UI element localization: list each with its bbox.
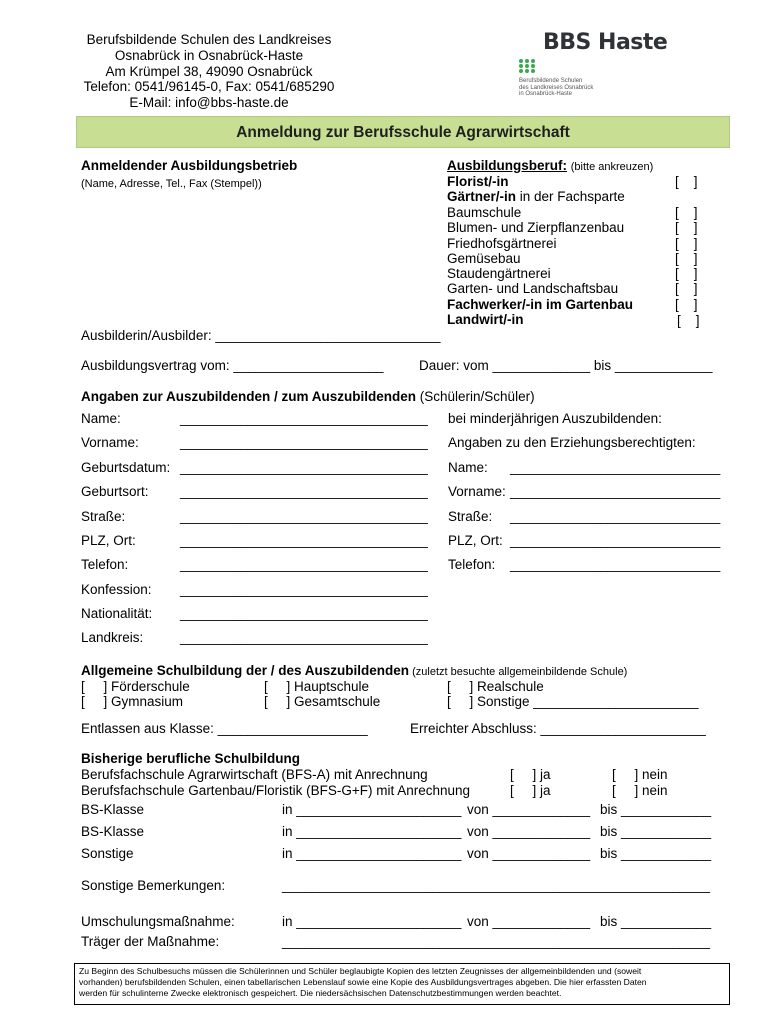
student-label: Geburtsort: xyxy=(81,484,149,499)
checkbox-landwirt[interactable]: [ ] xyxy=(677,313,700,328)
student-heading: Angaben zur Auszubildenden / zum Auszubildenden xyxy=(81,389,417,404)
checkbox-fachwerker[interactable]: [ ] xyxy=(675,297,698,312)
profession-heading-row xyxy=(447,158,653,175)
guardian-input-line[interactable]: ____________________________ xyxy=(510,484,721,499)
checkbox-sparte[interactable]: [ ] xyxy=(675,220,698,235)
logo-subtitle xyxy=(519,78,593,98)
student-label: Geburtsdatum: xyxy=(81,460,171,475)
schooling-option[interactable]: [ ] Gymnasium xyxy=(81,694,184,709)
guardian-intro: bei minderjährigen Auszubildenden: xyxy=(448,411,662,426)
checkbox-sparte[interactable]: [ ] xyxy=(675,205,698,220)
logo-wordmark: BBS Haste xyxy=(543,30,668,55)
guardian-label: Straße: xyxy=(448,509,493,524)
vocational-von-field[interactable]: von _____________ xyxy=(467,824,591,839)
left-class-field[interactable]: Entlassen aus Klasse: ____________________ xyxy=(81,721,368,736)
student-input-line[interactable]: _________________________________ xyxy=(180,484,428,499)
retraining-bis-field[interactable]: bis ____________ xyxy=(600,914,712,929)
bfs-a-nein-checkbox[interactable]: [ ] nein xyxy=(612,767,668,782)
guardian-input-line[interactable]: ____________________________ xyxy=(510,557,721,572)
student-label: Straße: xyxy=(81,509,126,524)
address-line: Telefon: 0541/96145-0, Fax: 0541/685290 xyxy=(83,79,335,95)
privacy-note xyxy=(74,963,730,1005)
contract-duration-field[interactable]: Dauer: vom _____________ bis _____________ xyxy=(419,358,713,373)
address-line: Berufsbildende Schulen des Landkreises xyxy=(86,32,332,47)
schooling-heading: Allgemeine Schulbildung der / des Auszubildenden xyxy=(81,663,410,678)
guardian-label: Name: xyxy=(448,460,488,475)
vocational-bis-field[interactable]: bis ____________ xyxy=(600,802,712,817)
student-label: Vorname: xyxy=(81,435,139,450)
option-sparte: Baumschule xyxy=(447,205,522,220)
degree-field[interactable]: Erreichter Abschluss: ______________________ xyxy=(410,721,706,736)
contract-date-field[interactable]: Ausbildungsvertrag vom: ____________________ xyxy=(81,358,384,373)
carrier-input-line[interactable]: _________________________________________________________ xyxy=(282,934,710,949)
vocational-row-label: BS-Klasse xyxy=(81,824,145,839)
vocational-row-label: BS-Klasse xyxy=(81,802,145,817)
vocational-heading: Bisherige berufliche Schulbildung xyxy=(81,751,301,766)
bfs-gf-nein-checkbox[interactable]: [ ] nein xyxy=(612,783,668,798)
option-sparte: Gemüsebau xyxy=(447,251,521,266)
vocational-bis-field[interactable]: bis ____________ xyxy=(600,824,712,839)
vocational-bis-field[interactable]: bis ____________ xyxy=(600,846,712,861)
schooling-option[interactable]: [ ] Gesamtschule xyxy=(264,694,381,709)
student-label: Telefon: xyxy=(81,557,129,572)
schooling-option[interactable]: [ ] Hauptschule xyxy=(264,679,370,694)
option-sparte: Staudengärtnerei xyxy=(447,266,551,281)
retraining-von-field[interactable]: von _____________ xyxy=(467,914,591,929)
logo-sub-line: Berufsbildende Schulen xyxy=(519,78,583,84)
profession-hint: (bitte ankreuzen) xyxy=(570,161,654,173)
checkbox-florist[interactable]: [ ] xyxy=(675,174,698,189)
student-input-line[interactable]: _________________________________ xyxy=(180,435,428,450)
retraining-in-field[interactable]: in ______________________ xyxy=(282,914,462,929)
profession-heading: Ausbildungsberuf: xyxy=(447,158,567,173)
student-input-line[interactable]: _________________________________ xyxy=(180,606,428,621)
gaertner-suffix: in der Fachsparte xyxy=(516,189,625,204)
trainer-field[interactable]: Ausbilderin/Ausbilder: ______________________________ xyxy=(81,328,441,343)
student-label: Konfession: xyxy=(81,582,152,597)
guardian-label: Telefon: xyxy=(448,557,496,572)
checkbox-sparte[interactable]: [ ] xyxy=(675,236,698,251)
guardian-label: PLZ, Ort: xyxy=(448,533,503,548)
bfs-a-ja-checkbox[interactable]: [ ] ja xyxy=(510,767,551,782)
address-line: E-Mail: info@bbs-haste.de xyxy=(129,95,289,111)
vocational-in-field[interactable]: in ______________________ xyxy=(282,824,462,839)
option-sparte: Garten- und Landschaftsbau xyxy=(447,281,619,296)
checkbox-sparte[interactable]: [ ] xyxy=(675,281,698,296)
privacy-note-line: Zu Beginn des Schulbesuchs müssen die Schülerinnen und Schüler beglaubigte Kopien des letzten Zeugnisses der allgemeinbildenden und (soweit xyxy=(79,966,642,976)
option-florist: Florist/-in xyxy=(447,174,509,189)
address-line: Osnabrück in Osnabrück-Haste xyxy=(114,47,304,63)
vocational-bfs-gf: Berufsfachschule Gartenbau/Floristik (BFS-G+F) mit Anrechnung xyxy=(81,783,471,798)
student-label: Landkreis: xyxy=(81,630,144,645)
remarks-label: Sonstige Bemerkungen: xyxy=(81,878,226,893)
school-address xyxy=(68,32,350,111)
logo-sub-line: in Osnabrück-Haste xyxy=(519,91,573,97)
vocational-row-label: Sonstige xyxy=(81,846,134,861)
guardian-input-line[interactable]: ____________________________ xyxy=(510,460,721,475)
retraining-label: Umschulungsmaßnahme: xyxy=(81,914,235,929)
gaertner-label: Gärtner/-in xyxy=(447,189,517,204)
student-input-line[interactable]: _________________________________ xyxy=(180,460,428,475)
schooling-option[interactable]: [ ] Realschule xyxy=(447,679,544,694)
vocational-von-field[interactable]: von _____________ xyxy=(467,802,591,817)
address-line: Am Krümpel 38, 49090 Osnabrück xyxy=(105,63,313,79)
guardian-intro: Angaben zu den Erziehungsberechtigten: xyxy=(448,435,696,450)
vocational-in-field[interactable]: in ______________________ xyxy=(282,846,462,861)
option-landwirt: Landwirt/-in xyxy=(447,312,524,327)
student-hint: (Schülerin/Schüler) xyxy=(416,389,535,404)
carrier-label: Träger der Maßnahme: xyxy=(81,934,220,949)
privacy-note-line: werden für schulinterne Zwecke elektronisch gespeichert. Die niedersächsischen Datenschutzbestimmungen werden beachtet. xyxy=(79,988,562,998)
student-input-line[interactable]: _________________________________ xyxy=(180,533,428,548)
logo-dots-icon xyxy=(519,59,535,74)
option-fachwerker: Fachwerker/-in im Gartenbau xyxy=(447,297,634,312)
student-label: Nationalität: xyxy=(81,606,153,621)
remarks-input-line[interactable]: _________________________________________________________ xyxy=(282,878,710,893)
form-title: Anmeldung zur Berufsschule Agrarwirtschaft xyxy=(236,124,570,141)
schooling-option[interactable]: [ ] Förderschule xyxy=(81,679,190,694)
option-sparte: Blumen- und Zierpflanzenbau xyxy=(447,220,625,235)
student-label: Name: xyxy=(81,411,121,426)
student-input-line[interactable]: _________________________________ xyxy=(180,582,428,597)
option-sparte: Friedhofsgärtnerei xyxy=(447,236,557,251)
company-hint: (Name, Adresse, Tel., Fax (Stempel)) xyxy=(81,178,262,190)
title-bar xyxy=(76,116,730,148)
school-logo xyxy=(515,30,685,105)
privacy-note-line: vorhanden) berufsbildenden Schulen, einen tabellarischen Lebenslauf sowie eine Kopie des Ausbildungsvertrages abgeben. Die hier erfassten Daten xyxy=(79,977,647,987)
schooling-hint: (zuletzt besuchte allgemeinbildende Schule) xyxy=(409,666,628,678)
checkbox-sparte[interactable]: [ ] xyxy=(675,251,698,266)
guardian-input-line[interactable]: ____________________________ xyxy=(510,533,721,548)
guardian-label: Vorname: xyxy=(448,484,506,499)
student-input-line[interactable]: _________________________________ xyxy=(180,630,428,645)
schooling-option[interactable]: [ ] Sonstige ______________________ xyxy=(447,694,699,709)
student-input-line[interactable]: _________________________________ xyxy=(180,557,428,572)
vocational-bfs-a: Berufsfachschule Agrarwirtschaft (BFS-A) mit Anrechnung xyxy=(81,767,428,782)
vocational-in-field[interactable]: in ______________________ xyxy=(282,802,462,817)
checkbox-sparte[interactable]: [ ] xyxy=(675,266,698,281)
student-label: PLZ, Ort: xyxy=(81,533,136,548)
guardian-input-line[interactable]: ____________________________ xyxy=(510,509,721,524)
student-heading-row xyxy=(81,389,535,404)
student-input-line[interactable]: _________________________________ xyxy=(180,411,428,426)
bfs-gf-ja-checkbox[interactable]: [ ] ja xyxy=(510,783,551,798)
option-gaertner xyxy=(447,189,625,204)
company-heading: Anmeldender Ausbildungsbetrieb xyxy=(81,158,298,173)
student-input-line[interactable]: _________________________________ xyxy=(180,509,428,524)
vocational-von-field[interactable]: von _____________ xyxy=(467,846,591,861)
logo-sub-line: des Landkreises Osnabrück xyxy=(519,84,594,91)
schooling-heading-row xyxy=(81,663,627,680)
